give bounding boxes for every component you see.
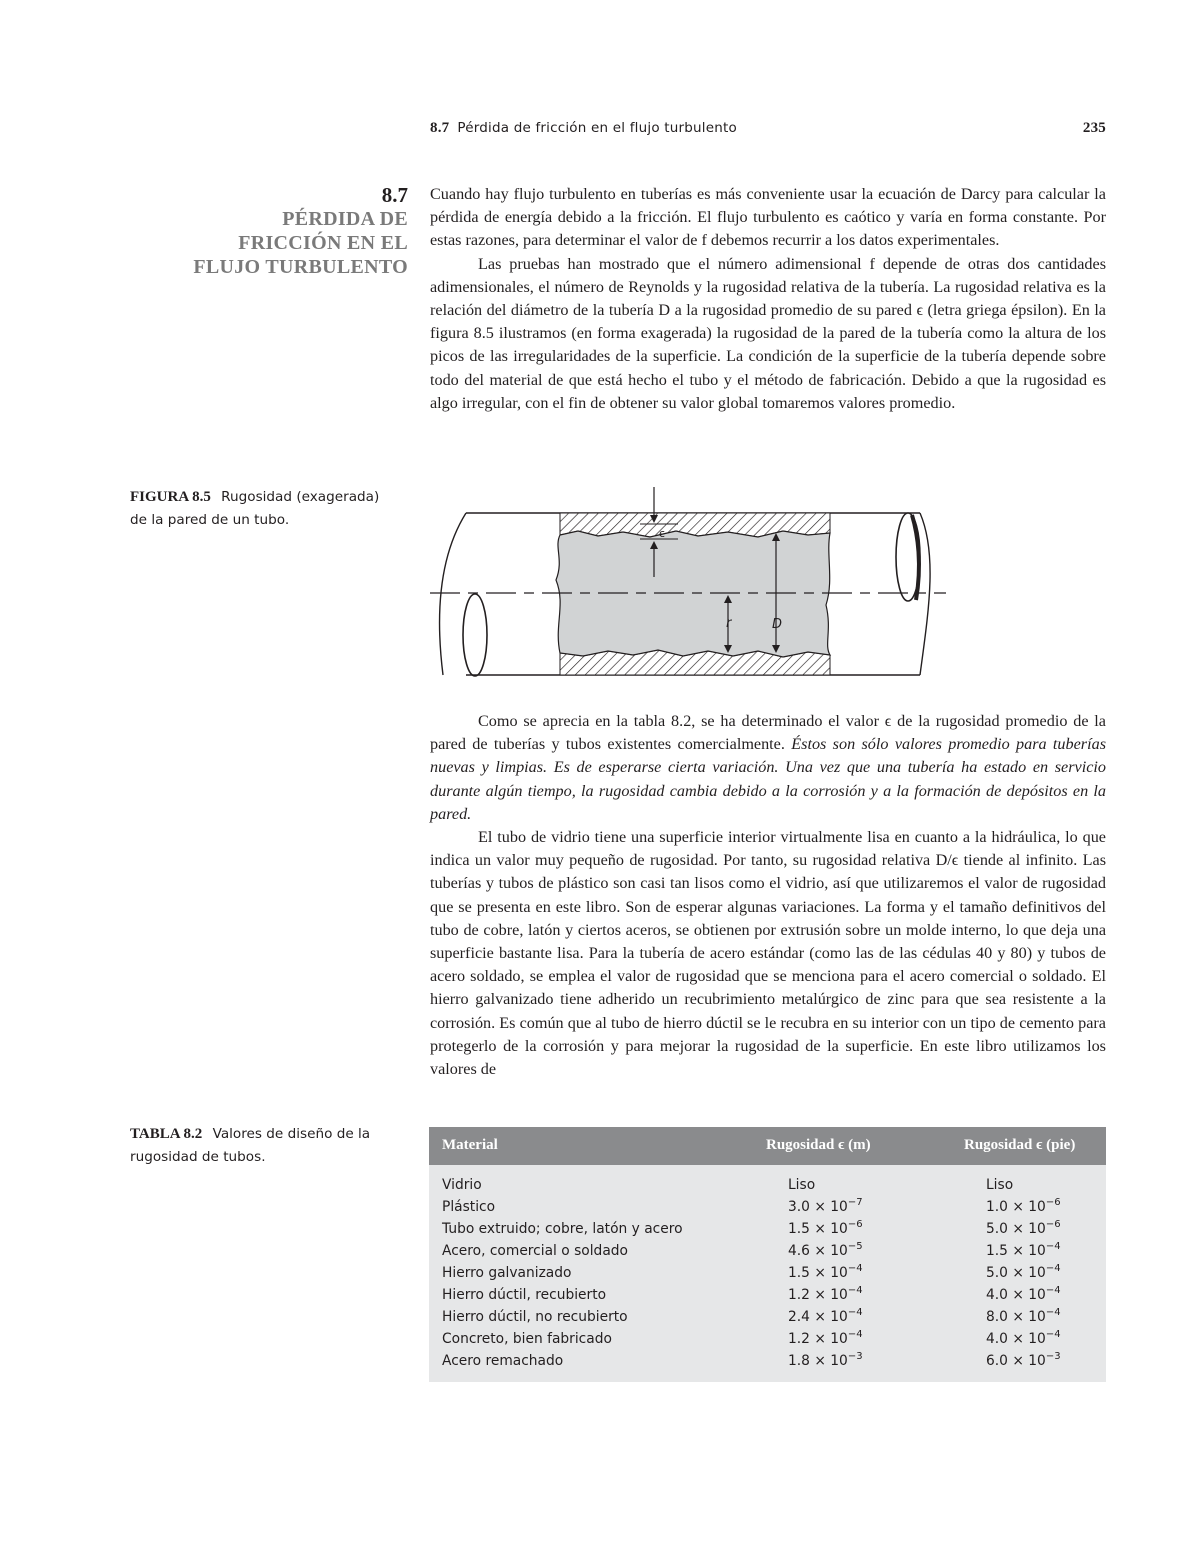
- cell-roughness-m: [788, 1331, 863, 1347]
- figure-label: FIGURA 8.5: [130, 489, 211, 505]
- figure-caption: [130, 486, 390, 532]
- table-header: [429, 1127, 1106, 1165]
- cell-roughness-m-value: 2.4 × 10: [788, 1309, 848, 1325]
- cell-roughness-ft-exponent: −4: [1045, 1263, 1061, 1274]
- table-row: [429, 1286, 1106, 1308]
- epsilon-symbol: ϵ: [659, 527, 666, 540]
- cell-roughness-ft-value: 4.0 × 10: [986, 1331, 1046, 1347]
- cell-roughness-ft-exponent: −4: [1045, 1329, 1061, 1340]
- section-title-line-2: FRICCIÓN EN EL: [238, 232, 408, 254]
- section-title-line-1: PÉRDIDA DE: [282, 208, 408, 230]
- cell-roughness-ft-exponent: −6: [1045, 1219, 1061, 1230]
- cell-roughness-m-exponent: −5: [847, 1241, 863, 1252]
- cell-roughness-m-value: 1.5 × 10: [788, 1265, 848, 1281]
- cell-material-value: Hierro dúctil, no recubierto: [442, 1309, 628, 1325]
- section-title-line-3: FLUJO TURBULENTO: [193, 256, 408, 278]
- cell-roughness-m-value: 1.2 × 10: [788, 1331, 848, 1347]
- cell-roughness-ft-value: 5.0 × 10: [986, 1221, 1046, 1237]
- cell-roughness-m: [788, 1287, 863, 1303]
- roughness-table: [429, 1127, 1106, 1382]
- pipe-left-end: [463, 594, 487, 676]
- running-head-section-number: 8.7: [430, 120, 450, 136]
- section-heading: [193, 183, 408, 279]
- cell-material: [442, 1243, 628, 1259]
- paragraph-2: Las pruebas han mostrado que el número adimensional f depende de otras dos cantidades adimensionales, el número de Reynolds y la rugosidad relativa de la tubería. La rugosidad relativa es la relación del diámetro de la tubería D a la rugosidad promedio de su pared ϵ (letra griega épsilon). En la figura 8.5 ilustramos (en forma exagerada) la rugosidad de la pared de la tubería como la altura de los picos de las irregularidades de la superficie. La condición de la superficie de la tubería depende sobre todo del material de que está hecho el tubo y el método de fabricación. Debido a que la rugosidad es algo irregular, con el fin de obtener su valor global tomaremos valores promedio.: [430, 254, 1106, 412]
- table-caption: [130, 1123, 390, 1169]
- header-material: Material: [442, 1137, 498, 1153]
- cell-roughness-m: [788, 1199, 863, 1215]
- cell-roughness-m-exponent: −7: [847, 1197, 863, 1208]
- cell-roughness-m-exponent: −6: [847, 1219, 863, 1230]
- cell-material-value: Concreto, bien fabricado: [442, 1331, 612, 1347]
- cell-roughness-ft: [986, 1177, 1013, 1193]
- cell-roughness-m-exponent: −4: [847, 1329, 863, 1340]
- table-row: [429, 1198, 1106, 1220]
- paragraph-1: Cuando hay flujo turbulento en tuberías es más conveniente usar la ecuación de Darcy para calcular la pérdida de energía debido a la fricción. El flujo turbulento es caótico y varía en forma constante. Por estas razones, para determinar el valor de f debemos recurrir a los datos experimentales.: [430, 185, 1106, 250]
- table-row: [429, 1352, 1106, 1374]
- cell-roughness-ft-value: 6.0 × 10: [986, 1353, 1046, 1369]
- cell-roughness-m: [788, 1353, 863, 1369]
- table-row: [429, 1176, 1106, 1198]
- body-text-bottom: [430, 710, 1106, 1081]
- cell-roughness-m-value: 3.0 × 10: [788, 1199, 848, 1215]
- cell-roughness-ft: [986, 1331, 1061, 1347]
- cell-roughness-ft-exponent: −3: [1045, 1351, 1061, 1362]
- running-head: [430, 120, 1106, 137]
- cell-material: [442, 1265, 571, 1281]
- header-roughness-ft: Rugosidad ϵ (pie): [964, 1137, 1076, 1153]
- cell-roughness-ft: [986, 1353, 1061, 1369]
- cell-material: [442, 1221, 683, 1237]
- table-label: TABLA 8.2: [130, 1126, 203, 1142]
- cell-roughness-ft-value: 8.0 × 10: [986, 1309, 1046, 1325]
- body-text-top: [430, 183, 1106, 415]
- cell-roughness-ft-exponent: −4: [1045, 1307, 1061, 1318]
- section-number: 8.7: [381, 183, 408, 207]
- cell-roughness-m: [788, 1177, 815, 1193]
- cell-roughness-ft: [986, 1265, 1061, 1281]
- cell-material-value: Tubo extruido; cobre, latón y acero: [442, 1221, 683, 1237]
- cell-material-value: Vidrio: [442, 1177, 482, 1193]
- cell-roughness-ft: [986, 1199, 1061, 1215]
- pipe-interior: [556, 531, 830, 657]
- cell-roughness-ft: [986, 1287, 1061, 1303]
- cell-roughness-ft-exponent: −6: [1045, 1197, 1061, 1208]
- cell-material: [442, 1287, 606, 1303]
- cell-roughness-m: [788, 1309, 863, 1325]
- cell-roughness-m-exponent: −4: [847, 1285, 863, 1296]
- cell-material-value: Acero remachado: [442, 1353, 564, 1369]
- cell-roughness-m: [788, 1265, 863, 1281]
- cell-material: [442, 1199, 495, 1215]
- cell-roughness-ft-value: 1.5 × 10: [986, 1243, 1046, 1259]
- pipe-right-break: [920, 513, 930, 675]
- table-row: [429, 1330, 1106, 1352]
- cell-roughness-m-value: 1.2 × 10: [788, 1287, 848, 1303]
- cell-roughness-ft-exponent: −4: [1045, 1285, 1061, 1296]
- cell-roughness-ft-value: 1.0 × 10: [986, 1199, 1046, 1215]
- pipe-roughness-figure: [428, 485, 948, 685]
- radius-label: r: [726, 616, 732, 631]
- table-row: [429, 1308, 1106, 1330]
- cell-material-value: Hierro galvanizado: [442, 1265, 572, 1281]
- cell-roughness-ft-value: 5.0 × 10: [986, 1265, 1046, 1281]
- cell-roughness-ft-value: 4.0 × 10: [986, 1287, 1046, 1303]
- cell-roughness-ft: [986, 1243, 1061, 1259]
- cell-roughness-m-exponent: −4: [847, 1307, 863, 1318]
- cell-material: [442, 1177, 482, 1193]
- cell-material-value: Plástico: [442, 1199, 496, 1215]
- cell-roughness-ft: [986, 1309, 1061, 1325]
- cell-material-value: Acero, comercial o soldado: [442, 1243, 628, 1259]
- paragraph-4: El tubo de vidrio tiene una superficie interior virtualmente lisa en cuanto a la hidráulica, lo que indica un valor muy pequeño de rugosidad. Por tanto, su rugosidad relativa D/ϵ tiende al infinito. Las tuberías y tubos de plástico son casi tan lisos como el vidrio, así que utilizaremos el valor de rugosidad que se presenta en este libro. Son de esperar algunas variaciones. La forma y el tamaño definitivos del tubo de cobre, latón y ciertos aceros, se obtienen por extrusión sobre un molde interno, lo que deja una superficie bastante lisa. Para la tubería de acero estándar (como las de las cédulas 40 y 80) y tubos de acero soldado, se emplea el valor de rugosidad que se menciona para el acero comercial o soldado. El hierro galvanizado tiene adherido un recubrimiento metalúrgico de zinc para que sea resistente a la corrosión. Es común que al tubo de hierro dúctil se le recubra en su interior con un tipo de cemento para protegerlo de la corrosión y para mejorar la rugosidad de la superficie. En este libro utilizamos los valores de: [430, 828, 1106, 1079]
- cell-material: [442, 1331, 612, 1347]
- cell-material: [442, 1309, 628, 1325]
- cell-roughness-m-value: 4.6 × 10: [788, 1243, 848, 1259]
- running-head-title: Pérdida de fricción en el flujo turbulento: [457, 120, 737, 136]
- page-number: 235: [1082, 120, 1106, 136]
- cell-roughness-ft-exponent: −4: [1045, 1241, 1061, 1252]
- header-roughness-m: Rugosidad ϵ (m): [766, 1137, 871, 1153]
- cell-material: [442, 1353, 563, 1369]
- paragraph-3-italic: Éstos son sólo valores promedio para tuberías nuevas y limpias. Es de esperarse cierta variación. Una vez que una tubería ha estado en servicio durante algún tiempo, la rugosidad cambia debido a la corrosión y a la formación de depósitos en la pared.: [430, 735, 1106, 823]
- cell-roughness-m-value: 1.8 × 10: [788, 1353, 848, 1369]
- diameter-label: D: [772, 617, 783, 632]
- table-body: [429, 1176, 1106, 1374]
- cell-roughness-m: [788, 1221, 863, 1237]
- cell-roughness-m: [788, 1243, 863, 1259]
- cell-roughness-ft-value: Liso: [986, 1177, 1014, 1193]
- cell-roughness-m-exponent: −3: [847, 1351, 863, 1362]
- pipe-left-break: [440, 513, 466, 675]
- paragraph-3: [430, 710, 1106, 826]
- paragraph-3-normal: Como se aprecia en la tabla 8.2, se ha determinado el valor ϵ de la rugosidad promedio de la pared de tuberías y tubos existentes comercialmente.: [430, 712, 1106, 754]
- cell-roughness-ft: [986, 1221, 1061, 1237]
- cell-roughness-m-value: Liso: [788, 1177, 816, 1193]
- cell-material-value: Hierro dúctil, recubierto: [442, 1287, 607, 1303]
- table-row: [429, 1242, 1106, 1264]
- table-caption-text: Valores de diseño de la rugosidad de tubos.: [130, 1126, 371, 1165]
- figure-caption-text: Rugosidad (exagerada) de la pared de un tubo.: [130, 489, 380, 528]
- cell-roughness-m-value: 1.5 × 10: [788, 1221, 848, 1237]
- cell-roughness-m-exponent: −4: [847, 1263, 863, 1274]
- table-row: [429, 1220, 1106, 1242]
- table-row: [429, 1264, 1106, 1286]
